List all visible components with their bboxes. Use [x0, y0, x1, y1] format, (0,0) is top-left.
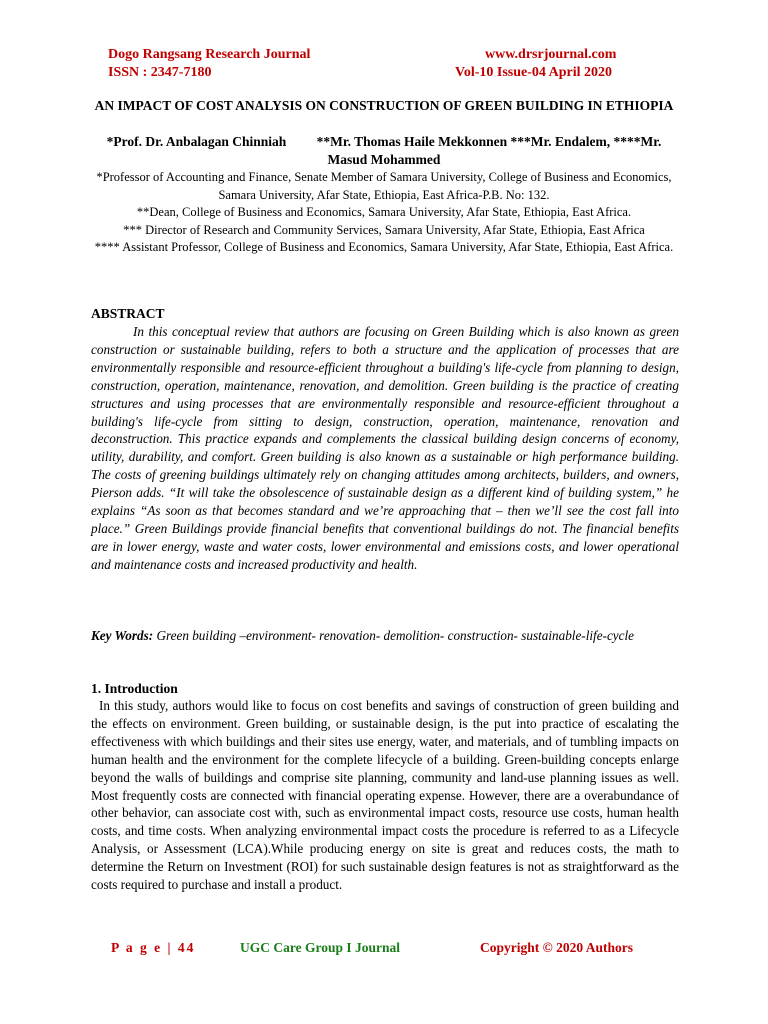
- paper-title: AN IMPACT OF COST ANALYSIS ON CONSTRUCTION OF GREEN BUILDING IN ETHIOPIA: [94, 98, 674, 113]
- keywords-text: Green building –environment- renovation- demolition- construction- sustainable-life-cycle: [153, 628, 635, 643]
- volume-issue: Vol-10 Issue-04 April 2020: [455, 65, 613, 80]
- copyright: Copyright © 2020 Authors: [480, 940, 633, 955]
- affiliation-1: *Professor of Accounting and Finance, Senate Member of Samara University, College of Business and Economics, Samara University, Afar State, Ethiopia, East Africa-P.B. No: 132.: [96, 170, 672, 202]
- ugc-group: UGC Care Group I Journal: [240, 940, 401, 955]
- abstract-text: In this conceptual review that authors are focusing on Green Building which is also known as green construction or sustainable building, refers to both a structure and the application of processes that are environmentally responsible and resource-efficient throughout a building's life-cycle from planning to design, construction, operation, maintenance, renovation, and demolition. Green building is the practice of creating structures and using processes that are environmentally responsible and resource-efficient throughout a building's life-cycle from sitting to design, construction, operation, maintenance, renovation and deconstruction. This practice expands and complements the classical building design concerns of economy, utility, durability, and comfort. Green building is also known as a sustainable or high performance building. The costs of greening buildings ultimately rely on changing attitudes among architects, builders, and owners, Pierson adds. “It will take the obsolescence of sustainable design as a different kind of building system,” he explains “As soon as that becomes standard and we’re approaching that – then we’ll see the cost fall into place.” Green Buildings provide financial benefits that conventional buildings do not. The financial benefits are in lower energy, waste and water costs, lower environmental and emissions costs, and lower operational and maintenance costs and increased productivity and health.: [91, 324, 679, 572]
- abstract-heading: ABSTRACT: [91, 306, 165, 321]
- issn: ISSN : 2347-7180: [108, 65, 212, 80]
- affiliation-4: **** Assistant Professor, College of Business and Economics, Samara University, Afar State, Ethiopia, East Africa.: [94, 240, 674, 254]
- affiliation-2: **Dean, College of Business and Economics, Samara University, Afar State, Ethiopia, East Africa.: [136, 205, 632, 219]
- introduction-heading: 1. Introduction: [91, 681, 178, 696]
- affiliations: [86, 169, 682, 257]
- introduction-text: In this study, authors would like to focus on cost benefits and savings of construction of green building and the effects on environment. Green building, or sustainable design, is the put into practice of escalating the effectiveness with which buildings and their sites use energy, water, and materials, and of tumbling impacts on human health and the environment for the complete lifecycle of a building. Green-building concepts enlarge beyond the walls of buildings and comprise site planning, community and land-use planning issues as well. Most frequently costs are connected with financial operating expense. However, there are a overabundance of other behavior, can associate cost with, such as environmental impact costs, resource use costs, human health costs, and time costs. When analyzing environmental impact costs the procedure is referred to as a Lifecycle Analysis, or Assessment (LCA).While producing energy on site is great and reduces costs, the math to determine the Return on Investment (ROI) for such sustainable design features is not as straightforward as the costs required to purchase and install a product.: [91, 698, 679, 893]
- paper-authors: *Prof. Dr. Anbalagan Chinniah **Mr. Thomas Haile Mekkonnen ***Mr. Endalem, ****Mr. Masud Mohammed: [106, 134, 662, 167]
- affiliation-3: *** Director of Research and Community Services, Samara University, Afar State, Ethiopia, East Africa: [123, 222, 645, 237]
- journal-name: Dogo Rangsang Research Journal: [108, 47, 311, 62]
- page-number: P a g e | 44: [111, 940, 196, 955]
- journal-website: www.drsrjournal.com: [485, 47, 617, 62]
- keywords: [91, 627, 679, 645]
- keywords-label: Key Words:: [91, 628, 154, 643]
